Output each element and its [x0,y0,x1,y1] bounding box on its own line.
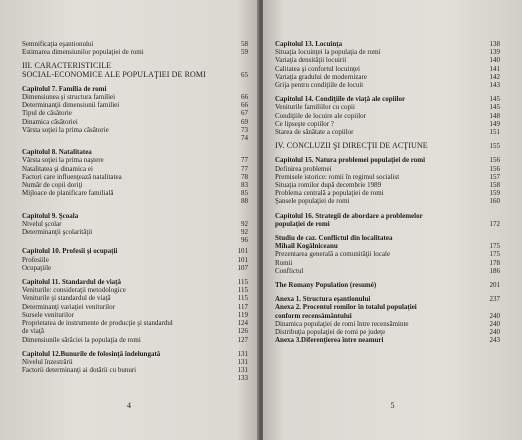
toc-entry-title: Romii [275,258,293,267]
toc-entry [275,142,500,150]
toc-entry-page: 73 [241,125,248,134]
toc-entry-title: Sursele veniturilor [22,310,74,319]
toc-entry-title: Dimensiunea şi structura familiei [22,93,116,102]
toc-entry [275,156,500,164]
toc-entry [275,312,500,320]
right-toc-list [275,40,500,345]
toc-entry [275,73,500,81]
toc-entry-page: 77 [241,156,248,165]
toc-entry-page: 131 [237,349,248,358]
toc-entry-page: 66 [241,93,248,102]
toc-entry-title: Semnificaţia eşantionului [22,40,94,48]
toc-entry [22,197,248,205]
toc-entry-page: 240 [489,311,500,320]
toc-entry-page: 156 [489,164,500,173]
toc-entry [22,294,248,302]
toc-entry [22,278,248,286]
toc-entry-page: 66 [241,101,248,110]
toc-entry-page: 201 [489,281,500,290]
toc-entry [275,336,500,344]
toc-entry-page: 155 [489,142,500,151]
toc-entry-title: Anexa 2. Procentul romilor în totalul populaţiei [275,303,417,312]
toc-entry-title: Estimarea dimensiunilor populaţiei de romi [22,48,144,57]
toc-entry [275,128,500,136]
toc-entry-page: 172 [489,219,500,228]
toc-entry [22,350,248,358]
toc-entry [22,236,248,244]
toc-entry [22,358,248,366]
toc-entry-page: 131 [237,357,248,366]
toc-entry [22,286,248,294]
toc-entry [275,328,500,336]
toc-entry-page: 85 [241,189,248,198]
toc-entry-page: 186 [489,266,500,275]
toc-entry-title: Condiţiile de locuire ale copiilor [275,111,366,120]
toc-entry-page: 138 [489,40,500,48]
toc-entry [275,48,500,56]
toc-entry [275,81,500,89]
toc-entry-title: Factori care influenţează natalitatea [22,172,122,181]
toc-entry-page: 69 [241,117,248,126]
toc-entry [22,85,248,93]
toc-entry [275,212,500,220]
toc-entry-page: 156 [489,156,500,165]
right-page [263,0,522,440]
toc-entry-title: Capitolul 12.Bunurile de folosinţă îndelungată [22,349,161,358]
toc-entry-title: Capitolul 8. Natalitatea [22,148,92,157]
toc-entry-page: 65 [241,70,248,79]
toc-entry-page: 67 [241,109,248,118]
toc-entry [22,148,248,156]
toc-entry [275,197,500,205]
toc-entry-page: 77 [241,164,248,173]
toc-entry-title: Determinanţii dimensiunii familiei [22,101,120,110]
toc-entry-page: 139 [489,48,500,57]
toc-entry-title: Anexa 3.Diferenţierea între neamuri [275,336,384,345]
toc-entry [22,165,248,173]
toc-entry-title: Problema centrală a populaţiei de romi [275,189,384,198]
toc-entry-title: Mijloace de planificare familială [22,189,114,198]
toc-entry [275,320,500,328]
toc-entry-title: Tipul de căsătorie [22,109,72,118]
toc-entry-page: 159 [489,189,500,198]
toc-entry [275,65,500,73]
toc-entry-page: 133 [237,374,248,383]
toc-entry-page: 160 [489,197,500,206]
toc-entry [22,366,248,374]
toc-entry-page: 78 [241,172,248,181]
toc-entry-page: 96 [241,236,248,245]
toc-entry [275,281,500,289]
toc-entry-title: Număr de copii doriţi [22,181,83,190]
toc-entry-title: Dinamica căsătoriei [22,117,78,126]
toc-entry [22,336,248,344]
toc-entry [275,181,500,189]
toc-entry [22,311,248,319]
toc-entry [22,126,248,134]
toc-entry-page: 74 [241,134,248,143]
toc-entry-title: Veniturile şi standardul de viaţă [22,294,111,303]
toc-entry-page: 240 [489,319,500,328]
toc-entry-page: 124 [237,319,248,328]
toc-entry-page: 175 [489,242,500,251]
toc-entry [22,189,248,197]
toc-entry [22,134,248,142]
toc-entry-title: Natalitatea şi dinamica ei [22,164,93,173]
toc-entry-page: 92 [241,219,248,228]
toc-entry [275,56,500,64]
toc-entry-title: Determinanţii şcolarităţii [22,228,93,237]
toc-entry [22,173,248,181]
toc-entry-page: 83 [241,181,248,190]
toc-entry [22,247,248,255]
toc-entry-title: Proprietatea de instrumente de producţie şi standardul [22,319,173,328]
toc-entry-page: 126 [237,327,248,336]
toc-entry-title: Calitatea şi confortul locuinţei [275,64,360,73]
toc-entry-title: Determinanţi variaţiei veniturilor [22,302,115,311]
toc-entry-title: Capitolul 13. Locuinţa [275,40,343,48]
toc-entry-page: 58 [241,40,248,48]
toc-entry [275,112,500,120]
toc-entry-title: Conflictul [275,266,304,275]
toc-entry-title: Prezentarea generală a comunităţii locale [275,250,391,259]
toc-entry-title: III. CARACTERISTICILE [22,62,112,71]
toc-entry-page: 101 [237,247,248,256]
toc-entry-title: Vârsta soţiei la prima naştere [22,156,104,165]
toc-entry [22,303,248,311]
toc-entry [22,118,248,126]
toc-entry-title: Capitolul 11. Standardul de viaţă [22,278,121,287]
toc-entry-title: Dimensiunile sărăciei la populaţia de romi [22,335,141,344]
toc-entry-page: 145 [489,95,500,104]
toc-entry-title: Situaţia romilor după decembrie 1989 [275,181,382,190]
right-page-number: 5 [390,401,395,410]
toc-entry-title: Ocupaţiile [22,263,52,272]
toc-entry-page: 141 [489,64,500,73]
toc-entry-title: conform recensământului [275,311,352,320]
left-toc-list [22,40,248,383]
toc-entry [22,181,248,189]
toc-entry [22,327,248,335]
toc-entry-title: de viaţă [22,327,44,336]
toc-entry-title: Ce lipseşte copiilor ? [275,119,334,128]
toc-entry [275,303,500,311]
toc-entry-page: 88 [241,197,248,206]
toc-entry [22,62,248,70]
toc-entry-title: Studiu de caz. Conflictul din localitatea [275,234,393,243]
toc-entry-page: 178 [489,258,500,267]
toc-entry-page: 127 [237,335,248,344]
toc-entry-title: Definirea problemei [275,164,332,173]
toc-entry [22,48,248,56]
toc-entry-title: Grija pentru condiţiile de locuit [275,81,364,90]
toc-entry-title: Starea de sănătate a copiilor [275,128,354,137]
toc-entry-page: 115 [237,278,248,287]
toc-entry [22,40,248,48]
toc-entry-title: populaţiei de romi [275,219,330,228]
toc-entry [275,173,500,181]
toc-entry-page: 101 [237,255,248,264]
toc-entry-title: Şansele populaţiei de romi [275,197,350,206]
toc-entry-title: Veniturile familiilor cu copii [275,103,355,112]
toc-entry [22,319,248,327]
toc-entry-title: Nivelul înzestrării [22,357,73,366]
toc-entry-page: 115 [237,286,248,295]
toc-entry-title: Capitolul 15. Natura problemei populaţiei de romi [275,156,426,165]
toc-entry-title: Factorii determinanţi ai dotării cu bunuri [22,366,137,375]
toc-entry-title: Distribuţia populaţiei de romi pe judeţe [275,328,386,337]
toc-entry [275,95,500,103]
toc-entry [275,103,500,111]
toc-entry [275,250,500,258]
toc-entry [275,234,500,242]
toc-entry [22,374,248,382]
toc-entry-page: 142 [489,72,500,81]
toc-entry [22,93,248,101]
toc-entry [22,101,248,109]
toc-entry [22,109,248,117]
toc-entry-title: Mihail Kogălniceanu [275,242,338,251]
toc-entry-title: Anexa 1. Structura eşantionului [275,295,371,304]
toc-entry-page: 117 [237,302,248,311]
toc-entry-page: 59 [241,48,248,57]
left-page-number: 4 [127,401,131,410]
toc-entry [22,71,248,79]
toc-entry [22,256,248,264]
toc-entry [22,220,248,228]
toc-entry-page: 115 [237,294,248,303]
toc-entry [275,165,500,173]
toc-entry-title: Capitolul 10. Profesii şi ocupaţii [22,247,118,256]
toc-entry-title: Nivelul şcolar [22,219,62,228]
toc-entry-page: 140 [489,56,500,65]
toc-entry-title: Capitolul 9. Şcoala [22,211,79,220]
toc-entry-page: 158 [489,181,500,190]
toc-entry [275,242,500,250]
toc-entry-title: Dinamica populaţiei de romi între recensăminte [275,319,409,328]
toc-entry-title: SOCIAL-ECONOMICE ALE POPULAŢIEI DE ROMI [22,70,206,79]
toc-entry-page: 107 [237,263,248,272]
toc-entry-title: Variaţia densităţii locuirii [275,56,347,65]
toc-entry-page: 149 [489,119,500,128]
toc-entry-page: 175 [489,250,500,259]
toc-entry [275,220,500,228]
toc-entry-page: 148 [489,111,500,120]
toc-entry [275,189,500,197]
toc-entry-title: Variaţia gradului de modernizare [275,72,367,81]
toc-entry [275,295,500,303]
toc-entry-title: Capitolul 16. Strategii de abordare a problemelor [275,211,423,220]
toc-entry [275,267,500,275]
toc-entry-page: 143 [489,81,500,90]
toc-entry-page: 131 [237,366,248,375]
toc-entry [275,40,500,48]
toc-entry-title: Capitolul 14. Condiţiile de viaţă ale copiilor [275,95,406,104]
toc-entry-page: 157 [489,172,500,181]
toc-entry-page: 243 [489,336,500,345]
toc-entry-title: Capitolul 7. Familia de romi [22,84,107,93]
toc-entry-title: The Romany Population (resumé) [275,281,377,290]
toc-entry-title: Profesiile [22,255,49,264]
toc-entry-page: 119 [237,310,248,319]
toc-entry-title: Premisele istorice: romii în regimul socialist [275,172,400,181]
toc-entry-page: 92 [241,228,248,237]
toc-entry [275,120,500,128]
toc-entry-page: 151 [489,128,500,137]
toc-entry-page: 237 [489,295,500,304]
toc-entry-title: Situaţia locuinţei la populaţia de romi [275,48,381,57]
toc-entry [22,212,248,220]
toc-entry [22,264,248,272]
left-page [0,0,259,440]
toc-entry-title: IV. CONCLUZII ŞI DIRECŢII DE ACŢIUNE [275,142,428,151]
toc-entry [275,259,500,267]
toc-entry-page: 145 [489,103,500,112]
toc-entry [22,228,248,236]
toc-entry [22,156,248,164]
toc-entry-title: Veniturile: consideraţii metodologice [22,286,126,295]
toc-entry-page: 240 [489,328,500,337]
toc-entry-title: Vârsta soţiei la prima căsătorie [22,125,109,134]
